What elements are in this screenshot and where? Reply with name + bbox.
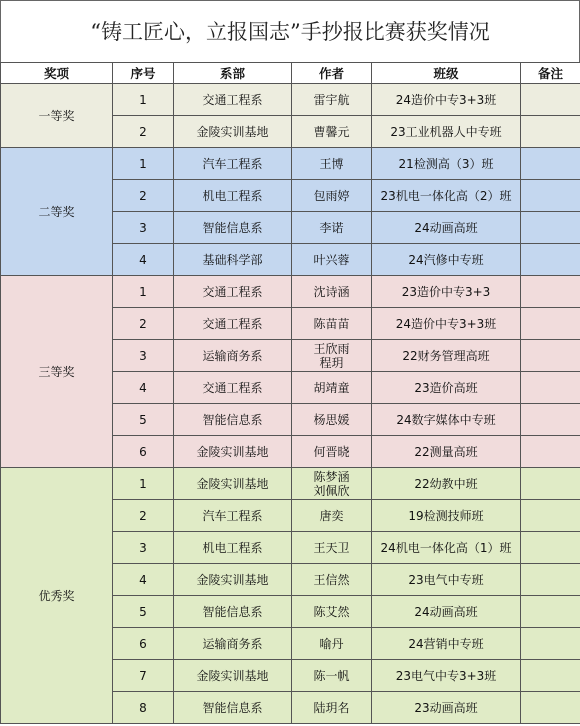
table-row	[1, 468, 580, 500]
author-cell: 何晋晓	[292, 436, 372, 468]
note-cell	[521, 532, 580, 564]
class-cell: 23机电一体化高（2）班	[372, 180, 521, 212]
department-cell: 金陵实训基地	[174, 660, 292, 692]
department-cell: 交通工程系	[174, 84, 292, 116]
header-author: 作者	[292, 63, 372, 84]
department-cell: 运输商务系	[174, 340, 292, 372]
class-cell: 22幼教中班	[372, 468, 521, 500]
author-cell: 陈梦涵 刘佩欣	[292, 468, 372, 500]
header-number: 序号	[113, 63, 174, 84]
awards-table	[0, 62, 580, 724]
note-cell	[521, 148, 580, 180]
number-cell: 4	[113, 564, 174, 596]
department-cell: 汽车工程系	[174, 500, 292, 532]
author-cell: 王欣雨 程玥	[292, 340, 372, 372]
number-cell: 6	[113, 628, 174, 660]
header-class: 班级	[372, 63, 521, 84]
class-cell: 24营销中专班	[372, 628, 521, 660]
number-cell: 6	[113, 436, 174, 468]
department-cell: 智能信息系	[174, 212, 292, 244]
number-cell: 1	[113, 276, 174, 308]
class-cell: 23造价高班	[372, 372, 521, 404]
note-cell	[521, 244, 580, 276]
department-cell: 金陵实训基地	[174, 564, 292, 596]
class-cell: 23电气中专3+3班	[372, 660, 521, 692]
author-cell: 喻丹	[292, 628, 372, 660]
class-cell: 22财务管理高班	[372, 340, 521, 372]
department-cell: 智能信息系	[174, 404, 292, 436]
award-level-cell: 二等奖	[1, 148, 113, 276]
author-cell: 陈艾然	[292, 596, 372, 628]
author-cell: 陈苗苗	[292, 308, 372, 340]
note-cell	[521, 596, 580, 628]
award-level-cell: 一等奖	[1, 84, 113, 148]
class-cell: 23电气中专班	[372, 564, 521, 596]
author-cell: 王天卫	[292, 532, 372, 564]
number-cell: 2	[113, 180, 174, 212]
header-award: 奖项	[1, 63, 113, 84]
note-cell	[521, 564, 580, 596]
note-cell	[521, 276, 580, 308]
number-cell: 3	[113, 340, 174, 372]
table-header-row	[1, 63, 580, 84]
department-cell: 基础科学部	[174, 244, 292, 276]
author-cell: 包雨婷	[292, 180, 372, 212]
number-cell: 5	[113, 404, 174, 436]
class-cell: 24机电一体化高（1）班	[372, 532, 521, 564]
note-cell	[521, 180, 580, 212]
department-cell: 金陵实训基地	[174, 468, 292, 500]
note-cell	[521, 500, 580, 532]
note-cell	[521, 628, 580, 660]
number-cell: 2	[113, 308, 174, 340]
class-cell: 24动画高班	[372, 212, 521, 244]
number-cell: 3	[113, 532, 174, 564]
class-cell: 19检测技师班	[372, 500, 521, 532]
department-cell: 金陵实训基地	[174, 116, 292, 148]
table-row	[1, 276, 580, 308]
note-cell	[521, 404, 580, 436]
page-title: “铸工匠心，立报国志”手抄报比赛获奖情况	[0, 0, 580, 62]
number-cell: 5	[113, 596, 174, 628]
note-cell	[521, 436, 580, 468]
number-cell: 1	[113, 468, 174, 500]
department-cell: 机电工程系	[174, 180, 292, 212]
header-department: 系部	[174, 63, 292, 84]
author-cell: 叶兴蓉	[292, 244, 372, 276]
table-row	[1, 84, 580, 116]
note-cell	[521, 84, 580, 116]
number-cell: 2	[113, 500, 174, 532]
department-cell: 交通工程系	[174, 372, 292, 404]
department-cell: 智能信息系	[174, 596, 292, 628]
class-cell: 23工业机器人中专班	[372, 116, 521, 148]
table-row	[1, 148, 580, 180]
award-level-cell: 优秀奖	[1, 468, 113, 724]
class-cell: 24汽修中专班	[372, 244, 521, 276]
note-cell	[521, 340, 580, 372]
author-cell: 曹馨元	[292, 116, 372, 148]
note-cell	[521, 692, 580, 724]
note-cell	[521, 468, 580, 500]
author-cell: 唐奕	[292, 500, 372, 532]
header-note: 备注	[521, 63, 580, 84]
class-cell: 24动画高班	[372, 596, 521, 628]
department-cell: 交通工程系	[174, 308, 292, 340]
department-cell: 交通工程系	[174, 276, 292, 308]
note-cell	[521, 372, 580, 404]
author-cell: 杨思媛	[292, 404, 372, 436]
number-cell: 2	[113, 116, 174, 148]
department-cell: 智能信息系	[174, 692, 292, 724]
author-cell: 陈一帆	[292, 660, 372, 692]
number-cell: 4	[113, 244, 174, 276]
author-cell: 王博	[292, 148, 372, 180]
class-cell: 24造价中专3+3班	[372, 308, 521, 340]
author-cell: 沈诗涵	[292, 276, 372, 308]
note-cell	[521, 660, 580, 692]
department-cell: 金陵实训基地	[174, 436, 292, 468]
number-cell: 4	[113, 372, 174, 404]
department-cell: 机电工程系	[174, 532, 292, 564]
class-cell: 23造价中专3+3	[372, 276, 521, 308]
author-cell: 胡靖童	[292, 372, 372, 404]
number-cell: 3	[113, 212, 174, 244]
award-level-cell: 三等奖	[1, 276, 113, 468]
author-cell: 陆玥名	[292, 692, 372, 724]
number-cell: 1	[113, 148, 174, 180]
table-body	[1, 84, 580, 724]
class-cell: 24造价中专3+3班	[372, 84, 521, 116]
number-cell: 1	[113, 84, 174, 116]
class-cell: 21检测高（3）班	[372, 148, 521, 180]
author-cell: 李诺	[292, 212, 372, 244]
class-cell: 23动画高班	[372, 692, 521, 724]
number-cell: 8	[113, 692, 174, 724]
number-cell: 7	[113, 660, 174, 692]
department-cell: 汽车工程系	[174, 148, 292, 180]
author-cell: 雷宇航	[292, 84, 372, 116]
note-cell	[521, 308, 580, 340]
note-cell	[521, 212, 580, 244]
class-cell: 24数字媒体中专班	[372, 404, 521, 436]
note-cell	[521, 116, 580, 148]
department-cell: 运输商务系	[174, 628, 292, 660]
class-cell: 22测量高班	[372, 436, 521, 468]
author-cell: 王信然	[292, 564, 372, 596]
